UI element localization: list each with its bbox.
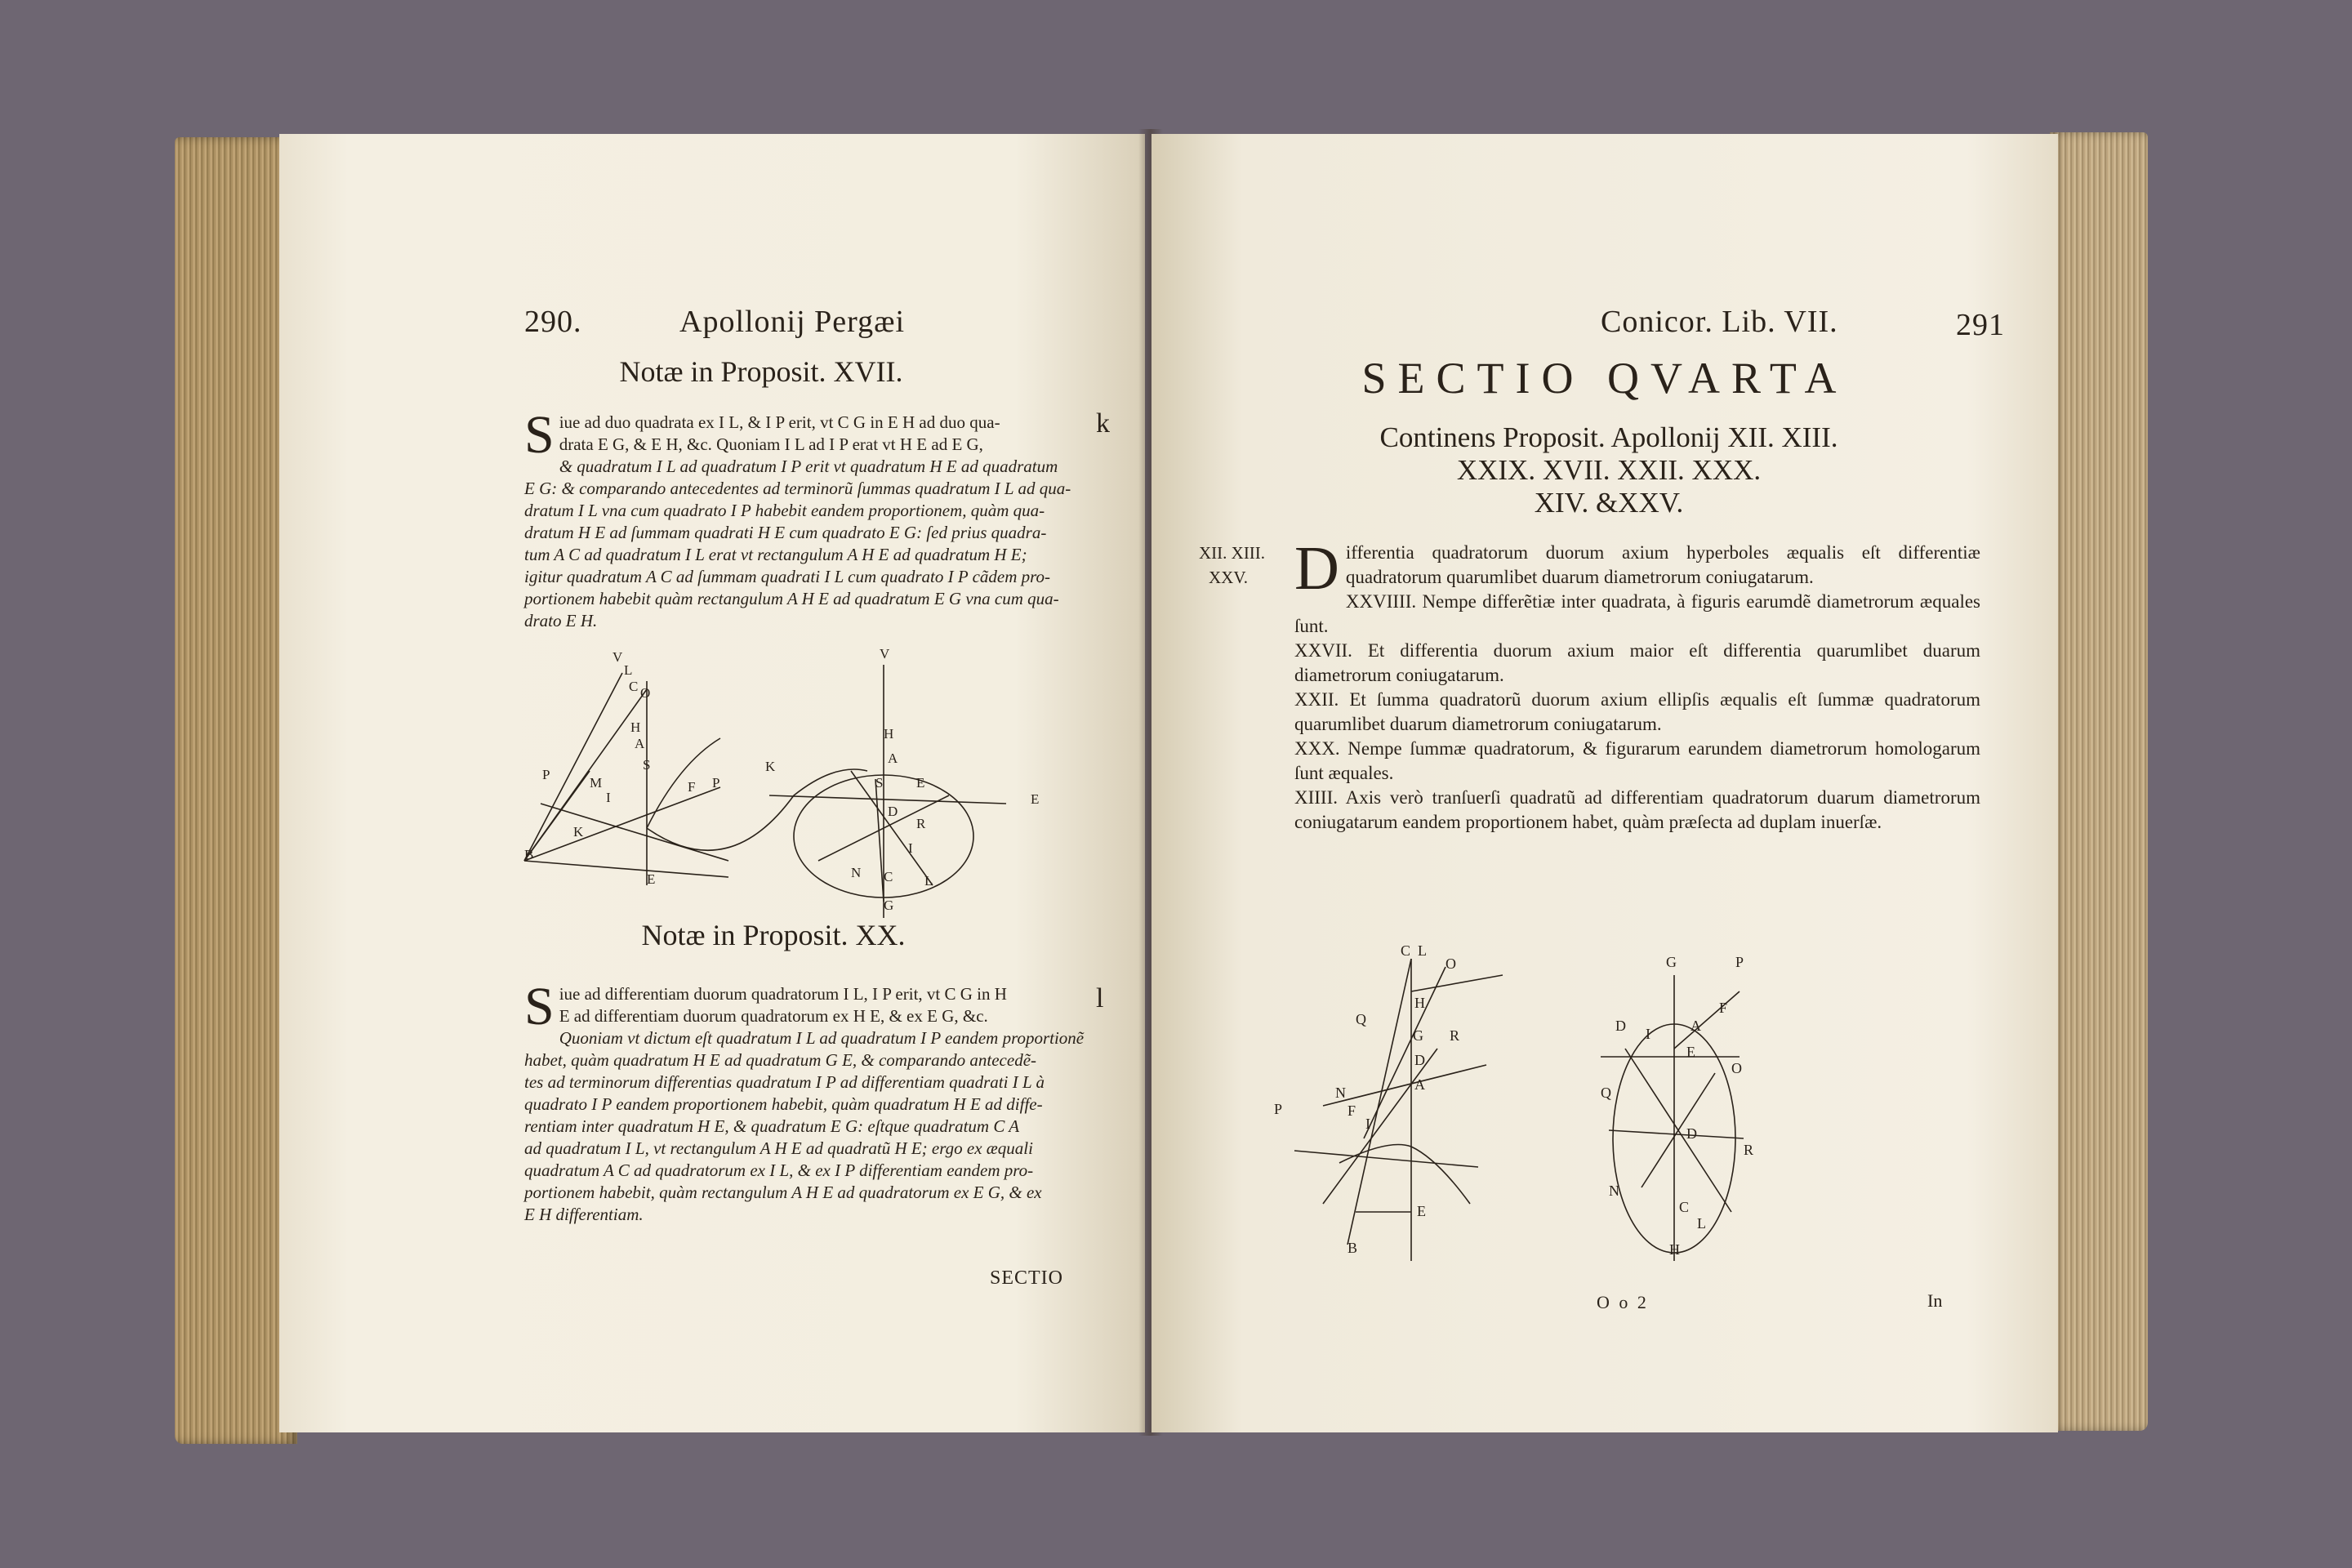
svg-text:C: C	[1679, 1199, 1690, 1215]
svg-text:H: H	[884, 726, 894, 742]
drop-cap-s: S	[524, 405, 555, 465]
left-page	[279, 134, 1145, 1432]
proposition-xii	[1294, 534, 1980, 603]
note-17-body	[524, 405, 1088, 632]
svg-text:F: F	[1348, 1102, 1356, 1119]
svg-text:O: O	[1731, 1060, 1742, 1076]
svg-text:E: E	[1031, 791, 1040, 807]
open-book	[175, 121, 2148, 1468]
svg-text:G: G	[1413, 1027, 1423, 1044]
svg-text:P: P	[712, 775, 720, 791]
figure1-letters	[524, 646, 1039, 913]
svg-text:I: I	[908, 840, 913, 856]
svg-text:E: E	[647, 871, 656, 887]
text-line: dratum H E ad ſummam quadrati H E cum quadrato E G: ſed prius quadra-	[524, 523, 1047, 542]
svg-text:Q: Q	[1356, 1011, 1366, 1027]
propositions-text	[1294, 534, 1980, 835]
svg-text:F: F	[688, 779, 696, 795]
svg-text:C: C	[884, 869, 893, 884]
drop-cap-d: D	[1294, 534, 1339, 603]
svg-text:M: M	[590, 775, 603, 791]
svg-text:N: N	[1335, 1085, 1346, 1101]
contents-line-3: XIV. &XXV.	[1534, 487, 1684, 519]
svg-text:L: L	[924, 873, 933, 889]
svg-text:I: I	[1365, 1116, 1370, 1132]
contents-line-1: Continens Proposit. Apollonij XII. XIII.	[1379, 421, 1838, 453]
svg-text:R: R	[916, 816, 926, 831]
proposition-xxx: XXX. Nempe ſummæ quadratorum, & figurarum earundem diametrorum homologarum ſunt æquales.	[1294, 738, 1980, 783]
margin-reference	[1199, 541, 1289, 590]
margin-ref-1: XII. XIII.	[1199, 543, 1266, 563]
svg-text:O: O	[1446, 956, 1456, 972]
text-line: E ad differentiam duorum quadratorum ex H E, & ex E G, &c.	[559, 1006, 988, 1026]
note-20-lines	[524, 977, 1088, 1226]
svg-text:B: B	[524, 847, 534, 862]
text-line: ad quadratum I L, vt rectangulum A H E ad quadratũ H E; ergo ex æquali	[524, 1138, 1033, 1158]
svg-text:Q: Q	[1601, 1085, 1611, 1101]
svg-text:P: P	[542, 767, 550, 782]
text-line: drato E H.	[524, 611, 598, 630]
svg-text:H: H	[630, 719, 641, 735]
svg-text:K: K	[573, 824, 584, 840]
svg-text:I: I	[606, 790, 611, 805]
svg-text:I: I	[1646, 1026, 1650, 1042]
svg-text:P: P	[1274, 1101, 1283, 1117]
text-line: E H differentiam.	[524, 1205, 644, 1224]
svg-text:K: K	[765, 759, 776, 774]
svg-text:E: E	[916, 775, 925, 791]
svg-text:A: A	[888, 751, 898, 766]
svg-text:E: E	[1686, 1044, 1695, 1060]
proposition-xxvii: XXVII. Et differentia duorum axium maior eſt differentia quarumlibet duarum diametrorum coniugatarum.	[1294, 640, 1980, 685]
svg-text:R: R	[1744, 1142, 1754, 1158]
svg-text:V: V	[612, 649, 623, 665]
left-catchword: SECTIO	[990, 1267, 1063, 1289]
section-title: SECTIO QVARTA	[1361, 354, 1848, 403]
text-line: habet, quàm quadratum H E ad quadratum G E, & comparando antecedẽ-	[524, 1050, 1037, 1070]
text-line: E G: & comparando antecedentes ad terminorũ ſummas quadratum I L ad qua-	[524, 479, 1071, 498]
text-line: tes ad terminorum differentias quadratum I P ad differentiam quadrati I L à	[524, 1072, 1045, 1092]
text-line: tum A C ad quadratum I L erat vt rectangulum A H E ad quadratum H E;	[524, 545, 1027, 564]
text-line: iue ad differentiam duorum quadratorum I L, I P erit, vt C G in H	[559, 984, 1007, 1004]
svg-text:B: B	[1348, 1240, 1358, 1256]
left-running-head: Apollonij Pergæi	[679, 305, 906, 339]
svg-text:D: D	[888, 804, 898, 819]
svg-text:P: P	[1735, 954, 1744, 970]
margin-ref-2: XXV.	[1209, 568, 1249, 587]
svg-text:O: O	[640, 685, 651, 701]
margin-letter-k: k	[1096, 408, 1110, 439]
svg-text:H: H	[1414, 995, 1425, 1011]
right-page-number: 291	[1956, 308, 2005, 342]
svg-text:C: C	[1401, 942, 1411, 959]
text-line: quadrato I P eandem proportionem habebit, quàm quadratum H E ad diffe-	[524, 1094, 1043, 1114]
note-20-title: Notæ in Proposit. XX.	[641, 919, 906, 951]
svg-text:S: S	[875, 775, 884, 791]
svg-text:A: A	[635, 736, 645, 751]
svg-text:R: R	[1450, 1027, 1460, 1044]
proposition-xxviiii: XXVIIII. Nempe differẽtiæ inter quadrata, à figuris earumdẽ diametrorum æquales ſunt.	[1294, 591, 1980, 636]
svg-text:N: N	[851, 865, 862, 880]
svg-text:E: E	[1417, 1203, 1426, 1219]
svg-text:C: C	[629, 679, 639, 694]
left-page-number: 290.	[524, 305, 582, 339]
svg-text:G: G	[1666, 954, 1677, 970]
text-line: portionem habebit, quàm rectangulum A H E ad quadratorum ex E G, & ex	[524, 1183, 1042, 1202]
svg-text:V: V	[880, 646, 890, 662]
text-line: & quadratum I L ad quadratum I P erit vt quadratum H E ad quadratum	[559, 457, 1058, 476]
svg-text:L: L	[1418, 942, 1427, 959]
right-catchword: In	[1927, 1290, 1943, 1311]
text-line: quadratum A C ad quadratorum ex I L, & ex I P differentiam eandem pro-	[524, 1160, 1034, 1180]
svg-text:L: L	[624, 662, 633, 678]
svg-text:G: G	[884, 898, 894, 913]
proposition-xiiii: XIIII. Axis verò tranſuerſi quadratũ ad differentiam quadratorum duarum diametrorum coniugatarum eandem proportionem habet, quàm præſecta ad duplam inuerſæ.	[1294, 787, 1980, 832]
svg-text:H: H	[1669, 1241, 1680, 1258]
text-line: dratum I L vna cum quadrato I P habebit eandem proportionem, quàm qua-	[524, 501, 1045, 520]
text-line: iue ad duo quadrata ex I L, & I P erit, vt C G in E H ad duo qua-	[559, 412, 1000, 432]
figure-hyperbola-ellipse-section4	[1274, 942, 1829, 1269]
text-line: Quoniam vt dictum eſt quadratum I L ad quadratum I P eandem proportionẽ	[559, 1028, 1085, 1048]
right-running-head: Conicor. Lib. VII.	[1601, 305, 1838, 339]
contents-line-2: XXIX. XVII. XXII. XXX.	[1456, 454, 1762, 486]
proposition-xxii: XXII. Et ſumma quadratorũ duorum axium ellipſis æqualis eſt ſummæ quadratorum quarumlibet duarum diametrorum coniugatarum.	[1294, 689, 1980, 734]
figure-hyperbola-ellipse-17	[524, 640, 1063, 913]
text-line: portionem habebit quàm rectangulum A H E ad quadratum E G vna cum qua-	[524, 589, 1059, 608]
svg-text:A: A	[1690, 1018, 1701, 1034]
margin-letter-l: l	[1096, 983, 1104, 1013]
svg-text:F: F	[1719, 1000, 1728, 1016]
note-20-body	[524, 977, 1088, 1226]
right-page	[1152, 134, 2058, 1432]
signature-mark: O o 2	[1597, 1292, 1649, 1312]
note-17-lines	[524, 405, 1088, 632]
svg-text:D: D	[1615, 1018, 1626, 1034]
section-contents	[1274, 421, 1944, 519]
svg-text:D: D	[1414, 1052, 1425, 1068]
note-17-title: Notæ in Proposit. XVII.	[619, 355, 903, 388]
text-line: rentiam inter quadratum H E, & quadratum E G: eſtque quadratum C A	[524, 1116, 1020, 1136]
page-edges-right	[2050, 132, 2148, 1431]
svg-text:N: N	[1609, 1183, 1619, 1199]
text-line: igitur quadratum A C ad ſummam quadrati I L cum quadrato I P cãdem pro-	[524, 567, 1051, 586]
proposition-xii-text: ifferentia quadratorum duorum axium hyperboles æqualis eſt differentiæ quadratorum quarumlibet duarum diametrorum coniugatarum.	[1345, 542, 1980, 587]
svg-text:D: D	[1686, 1125, 1697, 1142]
svg-text:L: L	[1697, 1215, 1706, 1232]
text-line: drata E G, & E H, &c. Quoniam I L ad I P erat vt H E ad E G,	[559, 434, 983, 454]
svg-text:A: A	[1414, 1076, 1425, 1093]
drop-cap-s-2: S	[524, 977, 555, 1036]
svg-text:S: S	[643, 757, 651, 773]
